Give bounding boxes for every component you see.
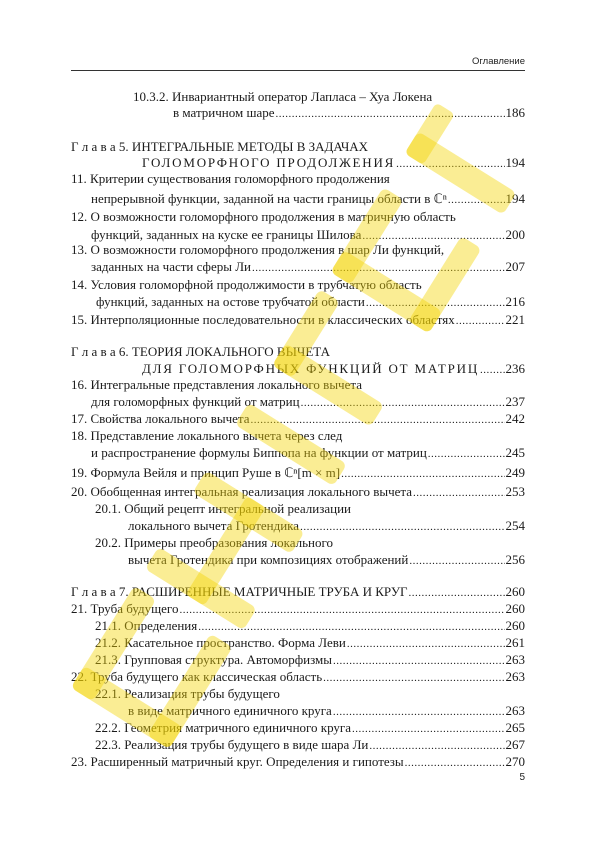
toc-page-number: 263: [505, 652, 525, 667]
toc-page-number: 194: [505, 155, 525, 170]
toc-chapter-title: ГОЛОМОРФНОГО ПРОДОЛЖЕНИЯ: [142, 155, 396, 170]
toc-entry-title: 18. Представление локального вычета через след: [71, 428, 343, 443]
toc-entry-15[interactable]: [71, 308, 525, 328]
leader-dots: [405, 756, 505, 770]
toc-entry-title: локального вычета Гротендика: [128, 518, 300, 533]
toc-entry-title: для голоморфных функций от матриц: [91, 394, 300, 409]
toc-page-number: 263: [505, 669, 525, 684]
toc-entry-title: 14. Условия голоморфной продолжимости в трубчатую область: [71, 277, 422, 292]
toc-page-number: 265: [505, 720, 525, 735]
toc-entry-title: непрерывной функции, заданной на части границы области в ℂⁿ: [91, 191, 447, 206]
toc-entry-11[interactable]: [71, 167, 525, 187]
toc-entry-title: 13. О возможности голоморфного продолжения в шар Ли функций,: [71, 242, 445, 257]
toc-entry-title: 21. Труба будущего: [71, 601, 179, 616]
leader-dots: [409, 554, 504, 568]
toc-page-number: 207: [505, 259, 525, 274]
leader-dots: [428, 447, 505, 461]
toc-page-number: 267: [505, 737, 525, 752]
toc-entry-13-cont[interactable]: [91, 255, 525, 275]
toc-page-number: 242: [505, 411, 525, 426]
toc-entry-title: функций, заданных на куске ее границы Шилова: [91, 227, 362, 242]
toc-entry-14-cont[interactable]: [96, 290, 525, 310]
leader-dots: [276, 107, 505, 121]
toc-page-number: 260: [505, 618, 525, 633]
toc-entry-title: 17. Свойства локального вычета: [71, 411, 250, 426]
toc-entry-title: 19. Формула Вейля и принцип Руше в ℂⁿ[m × m]: [71, 465, 341, 480]
toc-chapter-title: Г л а в а 5. ИНТЕГРАЛЬНЫЕ МЕТОДЫ В ЗАДАЧАХ: [71, 139, 369, 154]
toc-entry-title: 21.1. Определения: [95, 618, 198, 633]
toc-entry-title: 23. Расширенный матричный круг. Определения и гипотезы: [71, 754, 404, 769]
toc-entry-20-2-cont[interactable]: [128, 548, 525, 568]
toc-entry-title: 16. Интегральные представления локального вычета: [71, 377, 362, 392]
toc-page-number: 261: [505, 635, 525, 650]
leader-dots: [341, 467, 504, 481]
toc-entry-18-cont[interactable]: [91, 441, 525, 461]
running-header: Оглавление: [472, 56, 525, 67]
toc-entry-title: 20.2. Примеры преобразования локального: [95, 535, 333, 550]
toc-entry-title: функций, заданных на остове трубчатой области: [96, 294, 365, 309]
toc-page-number: 249: [505, 465, 525, 480]
toc-page-number: 216: [505, 294, 525, 309]
toc-page-number: 245: [505, 445, 525, 460]
toc-entry-title: 20. Обобщенная интегральная реализация локального вычета: [71, 484, 412, 499]
toc-chapter-title: Г л а в а 6. ТЕОРИЯ ЛОКАЛЬНОГО ВЫЧЕТА: [71, 344, 330, 359]
toc-entry-title: 12. О возможности голоморфного продолжения в матричную область: [71, 209, 456, 224]
toc-entry-title: 11. Критерии существования голоморфного продолжения: [71, 171, 390, 186]
toc-chapter-title: ДЛЯ ГОЛОМОРФНЫХ ФУНКЦИЙ ОТ МАТРИЦ: [142, 361, 480, 376]
toc-entry-11-cont[interactable]: [91, 187, 525, 207]
toc-page-number: 194: [505, 191, 525, 206]
toc-page-number: 200: [505, 227, 525, 242]
toc-page-number: 260: [505, 584, 525, 599]
toc-entry-title: 22.2. Геометрия матричного единичного круга: [95, 720, 352, 735]
toc-entry-10-3-2-cont[interactable]: [173, 101, 525, 121]
toc-page-number: 270: [505, 754, 525, 769]
toc-page-number: 260: [505, 601, 525, 616]
toc-entry-title: 21.3. Групповая структура. Автоморфизмы: [95, 652, 333, 667]
toc-entry-title: и распространение формулы Биппопа на функции от матриц: [91, 445, 427, 460]
toc-chapter-title: Г л а в а 7. РАСШИРЕННЫЕ МАТРИЧНЫЕ ТРУБА И КРУГ: [71, 584, 408, 599]
leader-dots: [456, 314, 505, 328]
toc-page-number: 236: [505, 361, 525, 376]
toc-page-number: 221: [505, 312, 525, 327]
toc-entry-23[interactable]: [71, 750, 525, 770]
toc-entry-title: 10.3.2. Инвариантный оператор Лапласа – Хуа Локена: [133, 89, 433, 104]
toc-entry-title: вычета Гротендика при композициях отображений: [128, 552, 409, 567]
toc-entry-title: 22. Труба будущего как классическая область: [71, 669, 323, 684]
toc-page-number: 237: [505, 394, 525, 409]
toc-page-number: 254: [505, 518, 525, 533]
toc-entry-title: 20.1. Общий рецепт интегральной реализации: [95, 501, 352, 516]
header-rule: [71, 70, 525, 71]
toc-entry-title: заданных на части сферы Ли: [91, 259, 252, 274]
toc-entry-title: 22.1. Реализация трубы будущего: [95, 686, 280, 701]
toc-entry-title: 21.2. Касательное пространство. Форма Леви: [95, 635, 346, 650]
toc-entry-title: 22.3. Реализация трубы будущего в виде шара Ли: [95, 737, 369, 752]
toc-entry-title: 15. Интерполяционные последовательности в классических областях: [71, 312, 455, 327]
page-number: 5: [519, 772, 525, 783]
toc-entry-19[interactable]: [71, 461, 525, 481]
toc-entry-title: в матричном шаре: [173, 105, 275, 120]
toc-page-number: 186: [505, 105, 525, 120]
toc-page-number: 253: [505, 484, 525, 499]
toc-page-number: 256: [505, 552, 525, 567]
toc-entry-title: в виде матричного единичного круга: [128, 703, 332, 718]
toc-page-number: 263: [505, 703, 525, 718]
toc-entry-12[interactable]: [71, 205, 525, 225]
